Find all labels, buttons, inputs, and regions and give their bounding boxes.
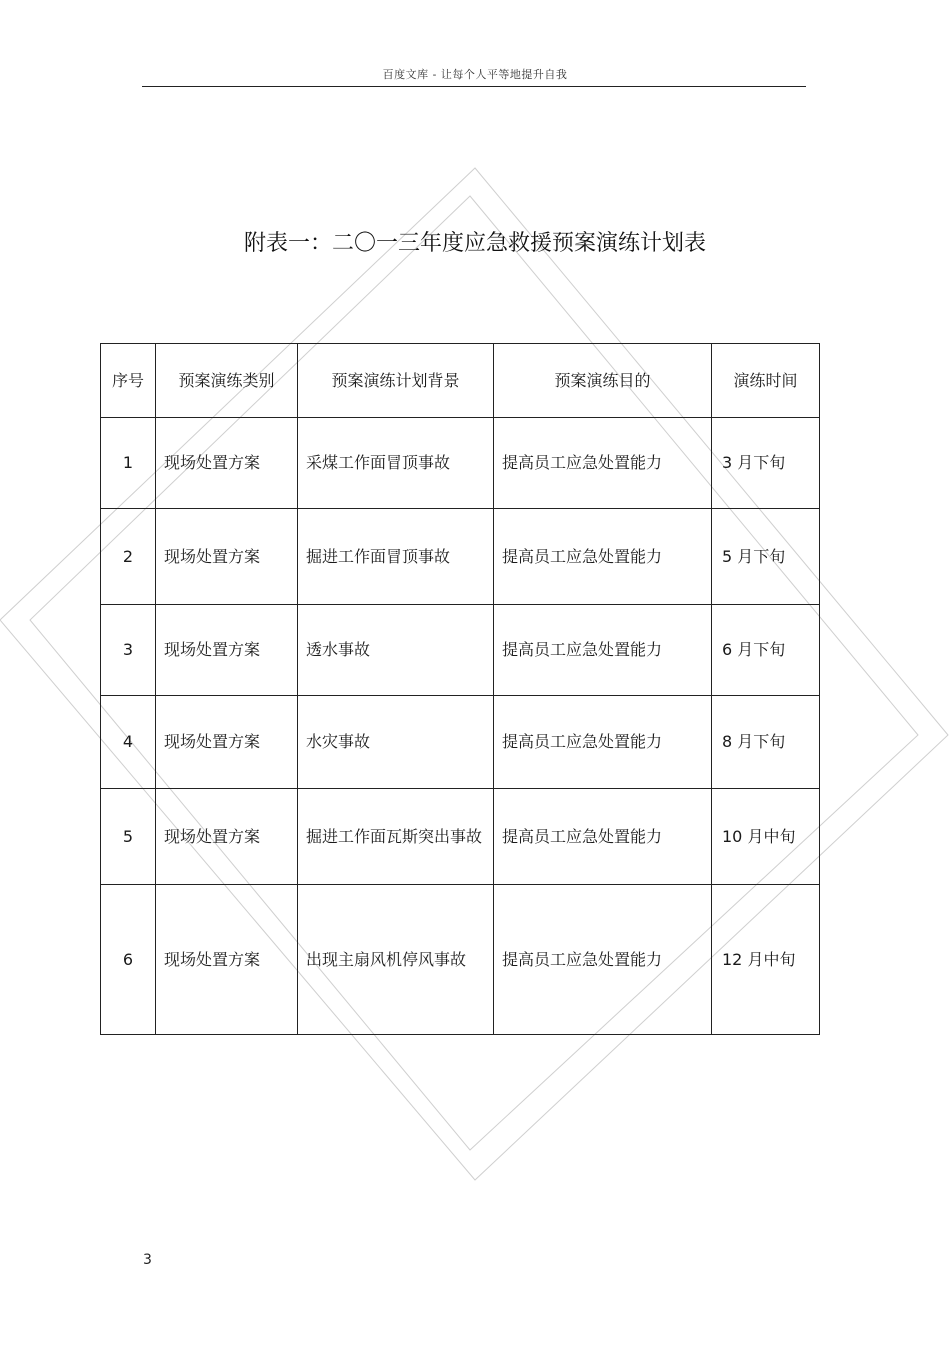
column-header: 预案演练类别 bbox=[156, 344, 298, 418]
cell-no: 6 bbox=[101, 885, 156, 1035]
cell-no: 2 bbox=[101, 509, 156, 605]
column-header: 序号 bbox=[101, 344, 156, 418]
cell-background: 采煤工作面冒顶事故 bbox=[298, 418, 494, 509]
page-header: 百度文库 - 让每个人平等地提升自我 bbox=[382, 68, 568, 81]
cell-no: 4 bbox=[101, 696, 156, 789]
cell-category: 现场处置方案 bbox=[156, 696, 298, 789]
cell-background: 掘进工作面瓦斯突出事故 bbox=[298, 789, 494, 885]
cell-no: 1 bbox=[101, 418, 156, 509]
cell-purpose: 提高员工应急处置能力 bbox=[494, 885, 712, 1035]
cell-category: 现场处置方案 bbox=[156, 418, 298, 509]
column-header: 演练时间 bbox=[712, 344, 820, 418]
cell-no: 3 bbox=[101, 605, 156, 696]
cell-no: 5 bbox=[101, 789, 156, 885]
cell-time: 10 月中旬 bbox=[712, 789, 820, 885]
cell-purpose: 提高员工应急处置能力 bbox=[494, 789, 712, 885]
drill-plan-table bbox=[100, 343, 820, 1035]
cell-background: 掘进工作面冒顶事故 bbox=[298, 509, 494, 605]
cell-background: 透水事故 bbox=[298, 605, 494, 696]
cell-category: 现场处置方案 bbox=[156, 789, 298, 885]
cell-purpose: 提高员工应急处置能力 bbox=[494, 509, 712, 605]
table-row bbox=[101, 605, 820, 696]
cell-time: 6 月下旬 bbox=[712, 605, 820, 696]
cell-time: 3 月下旬 bbox=[712, 418, 820, 509]
cell-time: 12 月中旬 bbox=[712, 885, 820, 1035]
cell-category: 现场处置方案 bbox=[156, 885, 298, 1035]
table-row bbox=[101, 789, 820, 885]
cell-purpose: 提高员工应急处置能力 bbox=[494, 605, 712, 696]
cell-category: 现场处置方案 bbox=[156, 509, 298, 605]
cell-time: 5 月下旬 bbox=[712, 509, 820, 605]
table-row bbox=[101, 418, 820, 509]
cell-purpose: 提高员工应急处置能力 bbox=[494, 696, 712, 789]
cell-category: 现场处置方案 bbox=[156, 605, 298, 696]
column-header: 预案演练计划背景 bbox=[298, 344, 494, 418]
column-header: 预案演练目的 bbox=[494, 344, 712, 418]
table-row bbox=[101, 509, 820, 605]
table-header-row bbox=[101, 344, 820, 418]
cell-background: 出现主扇风机停风事故 bbox=[298, 885, 494, 1035]
page-title: 附表一：二〇一三年度应急救援预案演练计划表 bbox=[243, 231, 706, 256]
page-number: 3 bbox=[143, 1252, 152, 1268]
table-row bbox=[101, 696, 820, 789]
header-rule bbox=[142, 86, 806, 87]
table-row bbox=[101, 885, 820, 1035]
cell-background: 水灾事故 bbox=[298, 696, 494, 789]
cell-time: 8 月下旬 bbox=[712, 696, 820, 789]
cell-purpose: 提高员工应急处置能力 bbox=[494, 418, 712, 509]
